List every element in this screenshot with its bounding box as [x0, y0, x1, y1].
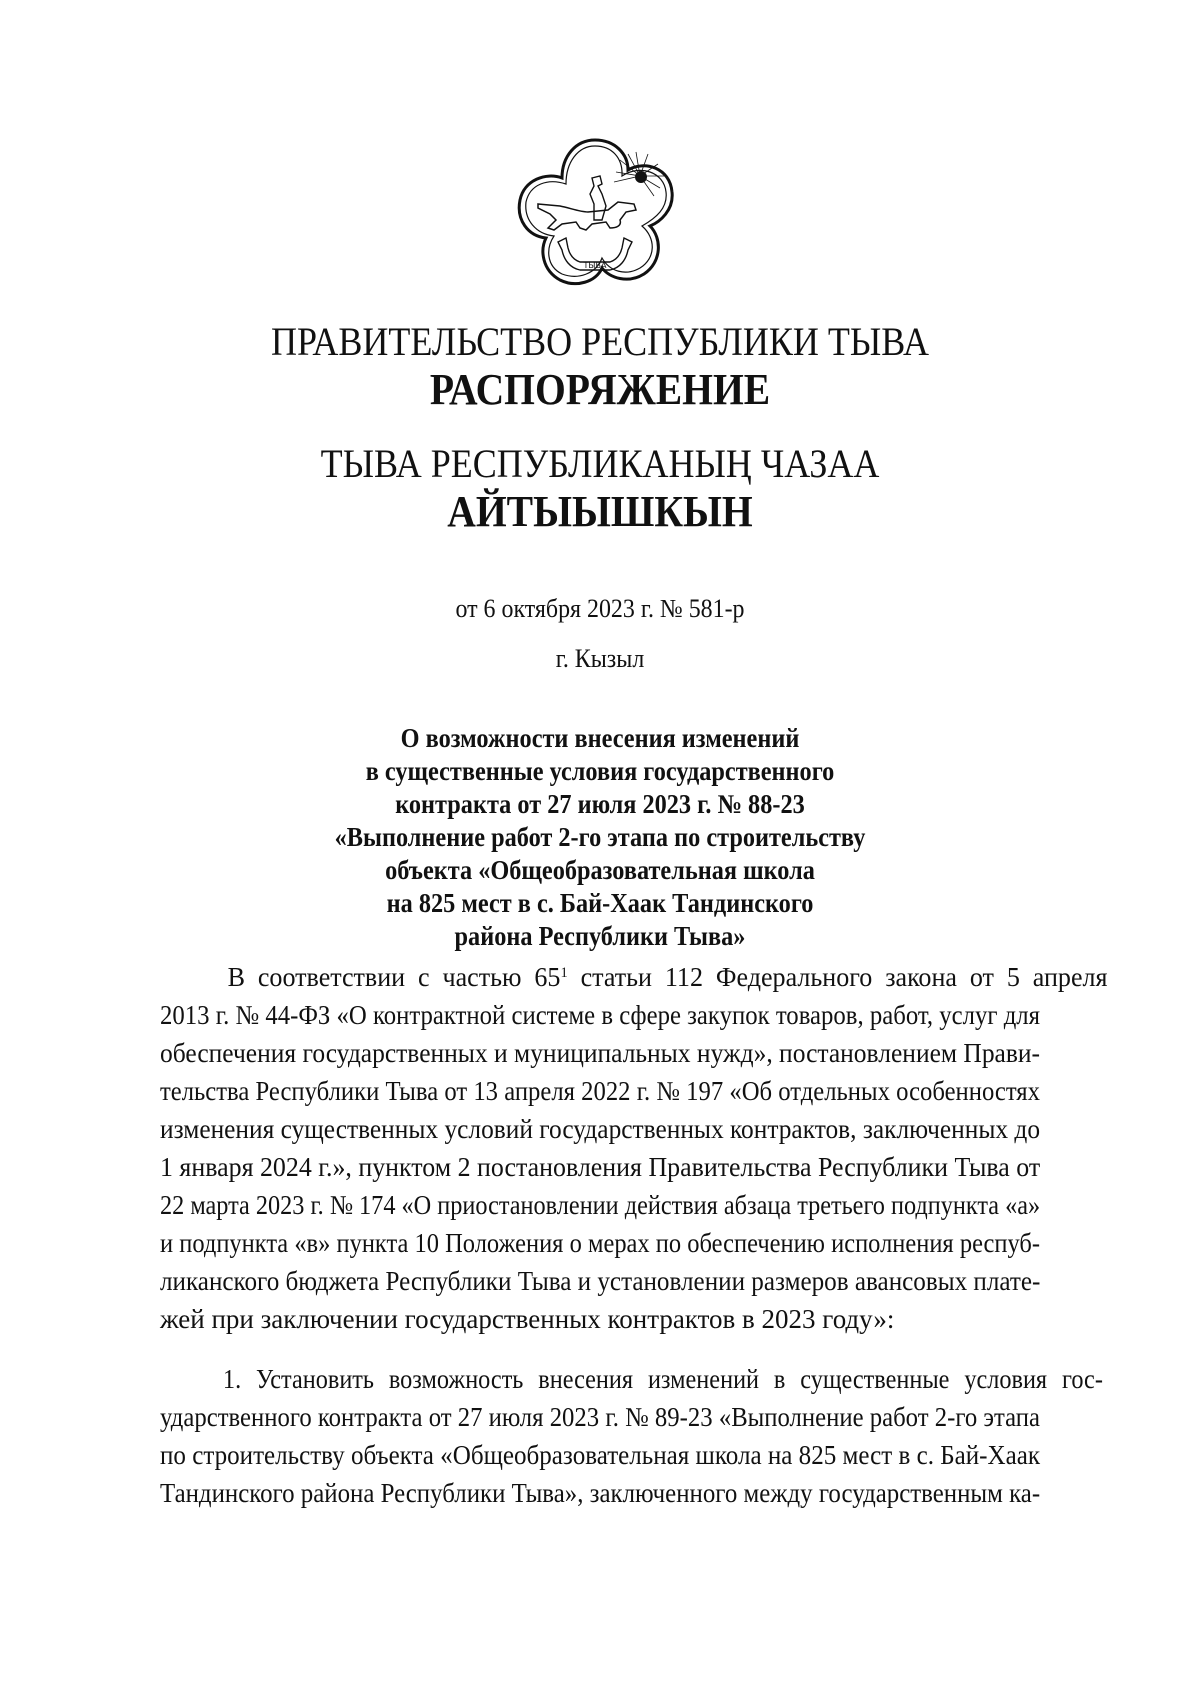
- superscript-footnote: 1: [560, 965, 568, 981]
- paragraph-line: по строительству объекта «Общеобразовательная школа на 825 мест в с. Бай-Хаак: [160, 1440, 1041, 1470]
- paragraph-line: изменения существенных условий государственных контрактов, заключенных до: [160, 1114, 1041, 1144]
- clause-1-paragraph: [160, 1360, 1103, 1512]
- preamble-text-end: статьи 112 Федерального закона от 5 апреля: [567, 962, 1108, 992]
- paragraph-line: ликанского бюджета Республики Тыва и установлении размеров авансовых плате-: [160, 1266, 1041, 1296]
- preamble-paragraph: [160, 958, 1108, 1338]
- government-title-tyv: ТЫВА РЕСПУБЛИКАНЫҢ ЧАЗАА: [320, 441, 880, 486]
- preamble-text-start: В соответствии с частью 65: [227, 962, 561, 992]
- subject-line: О возможности внесения изменений: [400, 723, 800, 753]
- paragraph-line: тельства Республики Тыва от 13 апреля 2022 г. № 197 «Об отдельных особенностях: [160, 1076, 1040, 1106]
- paragraph-line: 1. Установить возможность внесения изменений в существенные условия гос-: [222, 1364, 1103, 1394]
- document-subject: [0, 722, 1200, 953]
- subject-line: района Республики Тыва»: [454, 921, 746, 951]
- paragraph-line: [160, 958, 1108, 996]
- subject-line: на 825 мест в с. Бай-Хаак Тандинского: [386, 888, 814, 918]
- paragraph-line: жей при заключении государственных контрактов в 2023 году»:: [160, 1304, 895, 1334]
- subject-line: в существенные условия государственного: [365, 756, 835, 786]
- government-title-ru: ПРАВИТЕЛЬСТВО РЕСПУБЛИКИ ТЫВА: [271, 319, 929, 364]
- subject-line: контракта от 27 июля 2023 г. № 88-23: [395, 789, 805, 819]
- document-type-tyv: АЙТЫЫШКЫН: [447, 487, 753, 536]
- emblem-ribbon-text: ТЫВА: [583, 261, 607, 270]
- tuva-coat-of-arms-icon: [510, 132, 680, 292]
- document-city: г. Кызыл: [555, 644, 645, 673]
- paragraph-line: 1 января 2024 г.», пунктом 2 постановления Правительства Республики Тыва от: [160, 1152, 1041, 1182]
- document-date-number: от 6 октября 2023 г. № 581-р: [455, 594, 745, 623]
- paragraph-line: 2013 г. № 44-ФЗ «О контрактной системе в сфере закупок товаров, работ, услуг для: [160, 1000, 1041, 1030]
- paragraph-line: ударственного контракта от 27 июля 2023 г. № 89-23 «Выполнение работ 2-го этапа: [160, 1402, 1040, 1432]
- paragraph-line: Тандинского района Республики Тыва», заключенного между государственным ка-: [160, 1478, 1041, 1508]
- paragraph-line: и подпункта «в» пункта 10 Положения о мерах по обеспечению исполнения респуб-: [160, 1228, 1041, 1258]
- subject-line: объекта «Общеобразовательная школа: [385, 855, 815, 885]
- paragraph-line: обеспечения государственных и муниципальных нужд», постановлением Прави-: [160, 1038, 1041, 1068]
- paragraph-line: 22 марта 2023 г. № 174 «О приостановлении действия абзаца третьего подпункта «а»: [160, 1190, 1041, 1220]
- subject-line: «Выполнение работ 2-го этапа по строительству: [334, 822, 866, 852]
- document-type-ru: РАСПОРЯЖЕНИЕ: [429, 365, 771, 414]
